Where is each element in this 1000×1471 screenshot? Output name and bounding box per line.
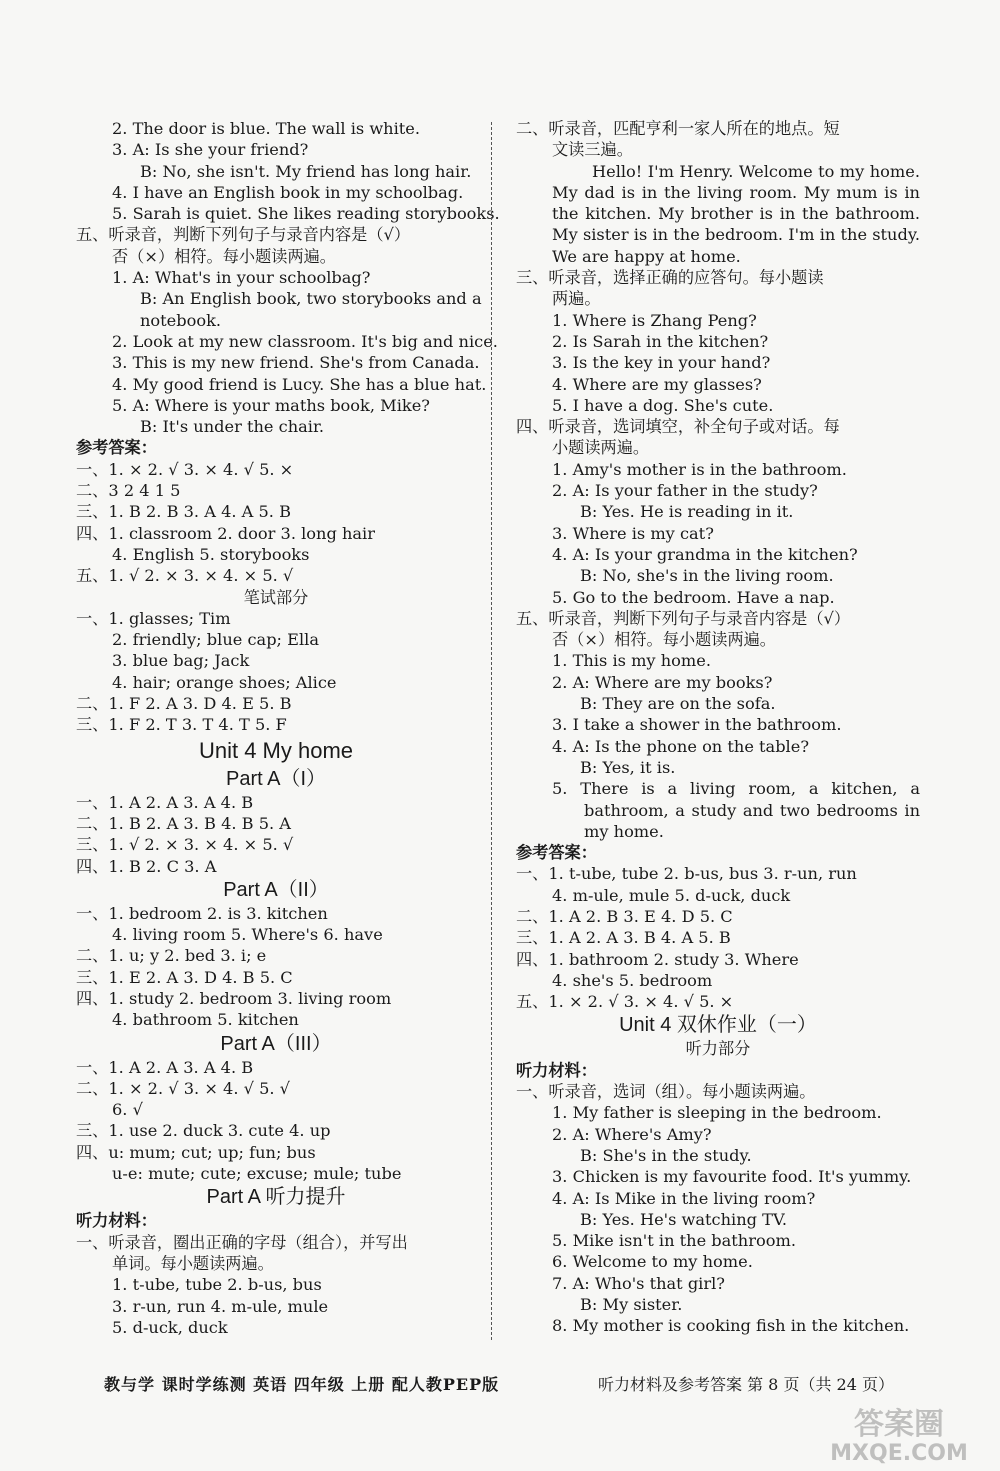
left-line-44: 二、1. × 2. √ 3. × 4. √ 5. √	[76, 1078, 290, 1098]
watermark-logo	[806, 1404, 992, 1466]
right-line-3: 三、听录音，选择正确的应答句。每小题读	[516, 268, 824, 288]
right-line-20: 否（×）相符。每小题读两遍。	[552, 630, 776, 650]
right-line-33: 四、1. bathroom 2. study 3. Where	[516, 949, 799, 969]
right-line-10: 四、听录音，选词填空，补全句子或对话。每	[516, 417, 840, 437]
right-line-25: 4. A: Is the phone on the table?	[552, 736, 809, 756]
right-line-43: 3. Chicken is my favourite food. It's yummy.	[552, 1167, 912, 1187]
left-column	[76, 118, 500, 1338]
right-line-29: 一、1. t-ube, tube 2. b-us, bus 3. r-un, run	[516, 864, 857, 884]
left-line-39: 三、1. E 2. A 3. D 4. B 5. C	[76, 967, 293, 987]
left-line-55: 5. d-uck, duck	[112, 1317, 228, 1337]
right-line-13: 2. A: Is your father in the study?	[552, 481, 818, 501]
left-line-47: 四、u: mum; cut; up; fun; bus	[76, 1142, 316, 1162]
footer-page-number: 听力材料及参考答案 第 8 页（共 24 页）	[598, 1375, 894, 1394]
left-line-22: 笔试部分	[243, 587, 309, 607]
left-line-32: 二、1. B 2. A 3. B 4. B 5. A	[76, 813, 291, 833]
left-line-40: 四、1. study 2. bedroom 3. living room	[76, 988, 392, 1008]
left-line-41: 4. bathroom 5. kitchen	[112, 1010, 299, 1030]
right-line-47: 6. Welcome to my home.	[552, 1252, 753, 1272]
left-line-15: 参考答案：	[76, 438, 157, 458]
left-line-23: 一、1. glasses; Tim	[76, 608, 231, 628]
right-line-36: Unit 4 双休作业（一）	[619, 1014, 817, 1037]
left-line-2: B: No, she isn't. My friend has long hair.	[140, 161, 472, 181]
page-footer	[104, 1372, 924, 1395]
left-line-48: u-e: mute; cute; excuse; mule; tube	[112, 1164, 402, 1184]
left-line-46: 三、1. use 2. duck 3. cute 4. up	[76, 1121, 331, 1141]
left-line-3: 4. I have an English book in my schoolbag.	[112, 182, 464, 202]
right-line-26: B: Yes, it is.	[580, 757, 676, 777]
right-line-40: 1. My father is sleeping in the bedroom.	[552, 1103, 882, 1123]
left-line-20: 4. English 5. storybooks	[112, 544, 310, 564]
left-line-42: Part A（III）	[220, 1032, 332, 1055]
left-line-52: 单词。每小题读两遍。	[112, 1253, 274, 1273]
right-line-7: 3. Is the key in your hand?	[552, 353, 771, 373]
column-divider	[491, 122, 492, 1340]
left-line-24: 2. friendly; blue cap; Ella	[112, 630, 319, 650]
left-line-9: notebook.	[140, 310, 222, 330]
right-line-48: 7. A: Who's that girl?	[552, 1273, 725, 1293]
right-line-14: B: Yes. He is reading in it.	[580, 502, 794, 522]
right-line-0: 二、听录音，匹配亨利一家人所在的地点。短	[516, 119, 840, 138]
right-line-27: 5. There is a living room, a kitchen, a bathroom, a study and two bedrooms in my home.	[552, 779, 920, 841]
left-line-35: Part A（II）	[223, 878, 329, 901]
left-line-11: 3. This is my new friend. She's from Canada.	[112, 353, 480, 373]
left-line-34: 四、1. B 2. C 3. A	[76, 856, 217, 876]
right-line-50: 8. My mother is cooking fish in the kitchen.	[552, 1316, 910, 1336]
right-line-21: 1. This is my home.	[552, 651, 711, 671]
right-line-46: 5. Mike isn't in the bathroom.	[552, 1231, 796, 1251]
right-column	[516, 118, 920, 1337]
right-line-23: B: They are on the sofa.	[580, 694, 776, 714]
left-line-31: 一、1. A 2. A 3. A 4. B	[76, 792, 254, 812]
right-line-1: 文读三遍。	[552, 140, 633, 160]
left-line-12: 4. My good friend is Lucy. She has a blue hat.	[112, 374, 487, 394]
right-line-34: 4. she's 5. bedroom	[552, 970, 713, 990]
right-line-9: 5. I have a dog. She's cute.	[552, 395, 774, 415]
right-line-38: 听力材料：	[516, 1060, 597, 1080]
left-line-28: 三、1. F 2. T 3. T 4. T 5. F	[76, 715, 287, 735]
left-line-25: 3. blue bag; Jack	[112, 651, 250, 671]
right-line-44: 4. A: Is Mike in the living room?	[552, 1188, 816, 1208]
left-line-16: 一、1. × 2. √ 3. × 4. √ 5. ×	[76, 459, 294, 479]
right-line-2: Hello! I'm Henry. Welcome to my home. My dad is in the living room. My mum is in the kitchen. My brother is in the bathroom. My sister is in the bedroom. I'm in the study. We are happy at home.	[552, 161, 920, 266]
right-line-19: 五、听录音，判断下列句子与录音内容是（√）	[516, 608, 851, 628]
watermark-text: 答案圈	[854, 1407, 944, 1442]
right-line-24: 3. I take a shower in the bathroom.	[552, 715, 842, 735]
left-line-38: 二、1. u; y 2. bed 3. i; e	[76, 946, 267, 966]
right-line-6: 2. Is Sarah in the kitchen?	[552, 331, 769, 351]
left-line-19: 四、1. classroom 2. door 3. long hair	[76, 523, 375, 543]
footer-book-title: 教与学 课时学练测 英语 四年级 上册 配人教PEP版	[104, 1375, 500, 1394]
left-line-43: 一、1. A 2. A 3. A 4. B	[76, 1057, 254, 1077]
left-line-49: Part A 听力提升	[206, 1186, 346, 1209]
left-line-45: 6. √	[112, 1100, 143, 1120]
left-line-53: 1. t-ube, tube 2. b-us, bus	[112, 1275, 322, 1295]
right-line-39: 一、听录音，选词（组）。每小题读两遍。	[516, 1082, 816, 1102]
right-line-15: 3. Where is my cat?	[552, 523, 714, 543]
left-line-29: Unit 4 My home	[198, 737, 354, 763]
watermark-url: MXQE.COM	[830, 1441, 968, 1466]
right-line-4: 两遍。	[552, 289, 601, 309]
right-line-31: 二、1. A 2. B 3. E 4. D 5. C	[516, 906, 733, 926]
right-line-35: 五、1. × 2. √ 3. × 4. √ 5. ×	[516, 992, 734, 1012]
left-line-51: 一、听录音，圈出正确的字母（组合），并写出	[76, 1232, 408, 1252]
left-line-5: 五、听录音，判断下列句子与录音内容是（√）	[76, 225, 411, 245]
left-line-8: B: An English book, two storybooks and a	[140, 289, 482, 309]
right-line-41: 2. A: Where's Amy?	[552, 1124, 712, 1144]
left-line-21: 五、1. √ 2. × 3. × 4. × 5. √	[76, 566, 294, 586]
left-line-7: 1. A: What's in your schoolbag?	[112, 268, 371, 288]
left-line-17: 二、3 2 4 1 5	[76, 481, 181, 501]
left-line-0: 2. The door is blue. The wall is white.	[112, 119, 421, 138]
right-line-42: B: She's in the study.	[580, 1145, 752, 1165]
right-line-12: 1. Amy's mother is in the bathroom.	[552, 459, 847, 479]
left-line-36: 一、1. bedroom 2. is 3. kitchen	[76, 903, 328, 923]
left-line-1: 3. A: Is she your friend?	[112, 140, 309, 160]
right-line-49: B: My sister.	[580, 1295, 683, 1315]
left-line-10: 2. Look at my new classroom. It's big and nice.	[112, 331, 498, 351]
left-line-13: 5. A: Where is your maths book, Mike?	[112, 395, 430, 415]
left-line-18: 三、1. B 2. B 3. A 4. A 5. B	[76, 502, 291, 522]
left-line-27: 二、1. F 2. A 3. D 4. E 5. B	[76, 694, 292, 714]
left-line-26: 4. hair; orange shoes; Alice	[112, 672, 337, 692]
left-line-30: Part A（I）	[225, 767, 327, 790]
left-line-4: 5. Sarah is quiet. She likes reading storybooks.	[112, 204, 500, 224]
right-line-22: 2. A: Where are my books?	[552, 672, 773, 692]
right-line-16: 4. A: Is your grandma in the kitchen?	[552, 544, 858, 564]
left-line-50: 听力材料：	[76, 1211, 157, 1231]
right-line-28: 参考答案：	[516, 843, 597, 863]
right-line-45: B: Yes. He's watching TV.	[580, 1209, 787, 1229]
right-line-8: 4. Where are my glasses?	[552, 374, 762, 394]
left-line-37: 4. living room 5. Where's 6. have	[112, 925, 383, 945]
left-line-54: 3. r-un, run 4. m-ule, mule	[112, 1296, 329, 1316]
right-line-37: 听力部分	[685, 1039, 751, 1059]
right-line-11: 小题读两遍。	[552, 438, 650, 458]
right-line-30: 4. m-ule, mule 5. d-uck, duck	[552, 885, 791, 905]
right-line-17: B: No, she's in the living room.	[580, 566, 834, 586]
left-line-14: B: It's under the chair.	[140, 417, 325, 437]
left-line-6: 否（×）相符。每小题读两遍。	[112, 246, 336, 266]
right-line-32: 三、1. A 2. A 3. B 4. A 5. B	[516, 928, 731, 948]
left-line-33: 三、1. √ 2. × 3. × 4. × 5. √	[76, 835, 294, 855]
right-line-18: 5. Go to the bedroom. Have a nap.	[552, 587, 835, 607]
right-line-5: 1. Where is Zhang Peng?	[552, 310, 757, 330]
